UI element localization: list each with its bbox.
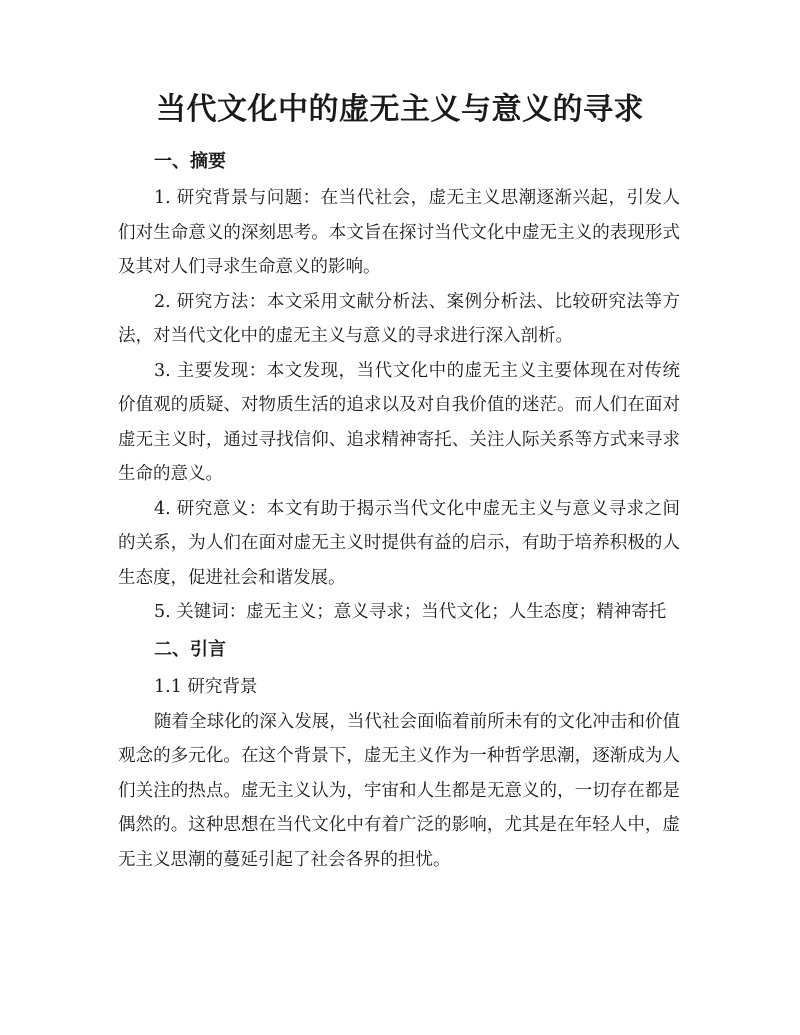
document-title: 当代文化中的虚无主义与意义的寻求 bbox=[156, 92, 644, 127]
introduction-paragraph: 随着全球化的深入发展，当代社会面临着前所未有的文化冲击和价值观念的多元化。在这个背景下，虚无主义作为一种哲学思潮，逐渐成为人们关注的热点。虚无主义认为，宇宙和人生都是无意义的，一切存在都是偶然的。这种思想在当代文化中有着广泛的影响，尤其是在年轻人中，虚无主义思潮的蔓延引起了社会各界的担忧。 bbox=[118, 711, 680, 870]
abstract-item-keywords: 5. 关键词：虚无主义；意义寻求；当代文化；人生态度；精神寄托 bbox=[154, 602, 667, 622]
subsection-heading-background: 1.1 研究背景 bbox=[154, 676, 258, 697]
section-heading-abstract: 一、摘要 bbox=[154, 151, 226, 172]
abstract-item-methods: 2. 研究方法：本文采用文献分析法、案例分析法、比较研究法等方法，对当代文化中的虚无主义与意义的寻求进行深入剖析。 bbox=[118, 291, 680, 346]
abstract-item-background: 1. 研究背景与问题：在当代社会，虚无主义思潮逐渐兴起，引发人们对生命意义的深刻思考。本文旨在探讨当代文化中虚无主义的表现形式及其对人们寻求生命意义的影响。 bbox=[118, 188, 680, 277]
document-body bbox=[118, 142, 680, 877]
abstract-item-findings: 3. 主要发现：本文发现，当代文化中的虚无主义主要体现在对传统价值观的质疑、对物质生活的追求以及对自我价值的迷茫。而人们在面对虚无主义时，通过寻找信仰、追求精神寄托、关注人际关系等方式来寻求生命的意义。 bbox=[118, 360, 680, 484]
section-heading-introduction: 二、引言 bbox=[154, 638, 226, 660]
abstract-item-significance: 4. 研究意义：本文有助于揭示当代文化中虚无主义与意义寻求之间的关系，为人们在面对虚无主义时提供有益的启示，有助于培养积极的人生态度，促进社会和谐发展。 bbox=[118, 498, 680, 588]
